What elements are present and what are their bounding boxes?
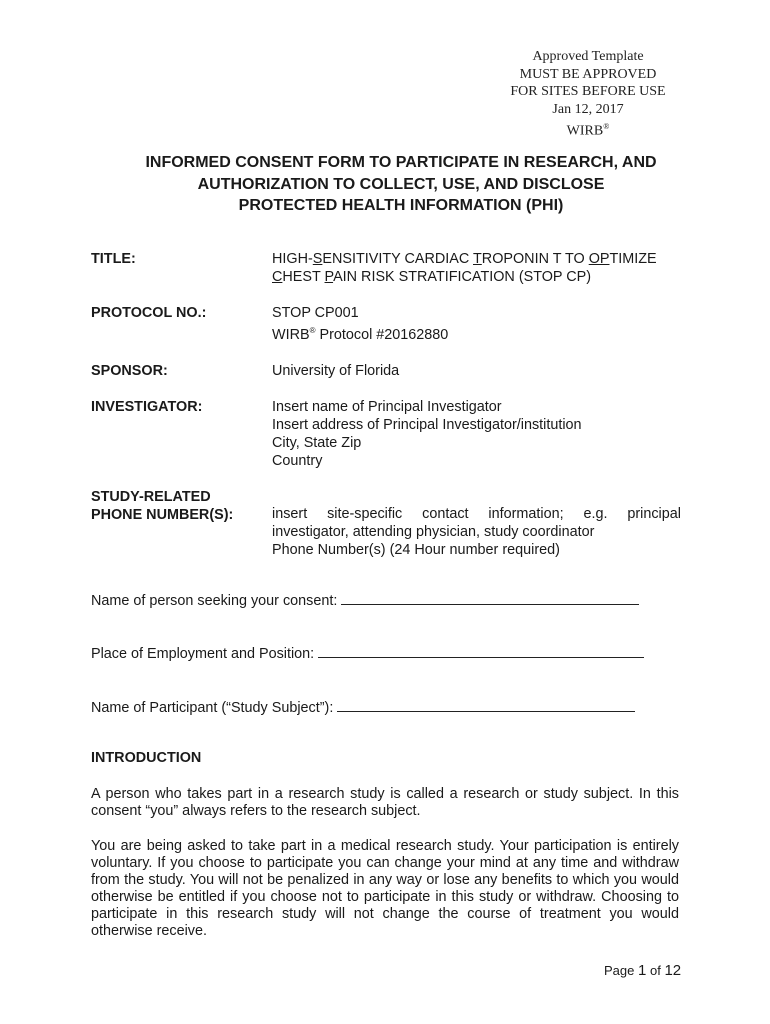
field-label: STUDY-RELATED PHONE NUMBER(S): <box>91 488 234 523</box>
approval-stamp <box>490 48 686 140</box>
study-title-value <box>272 250 681 286</box>
participant-line: Name of Participant (“Study Subject”): <box>91 697 635 716</box>
intro-paragraph: You are being asked to take part in a medical research study. Your participation is entirely voluntary. If you choose to participate you can change your mind at any time and withdraw from the study. You will not be penalized in any way or lose any benefits to which you would otherwise be entitled if you choose not to participate in this study or withdraw. Choosing to participate in this research study will not change the course of treatment you would otherwise receive. <box>91 838 679 939</box>
investigator-line: City, State Zip <box>272 434 362 451</box>
investigator-line: Insert address of Principal Investigator/institution <box>272 416 582 433</box>
consent-person-blank[interactable] <box>341 590 639 605</box>
investigator-line: Country <box>272 452 323 469</box>
phone-value <box>272 488 681 559</box>
field-label: TITLE: <box>91 251 136 267</box>
employment-blank[interactable] <box>318 643 644 658</box>
employment-line: Place of Employment and Position: <box>91 643 644 662</box>
introduction-heading: INTRODUCTION <box>91 750 202 766</box>
sponsor-value: University of Florida <box>272 362 400 379</box>
page-number: Page 1 of 12 <box>604 962 682 979</box>
document-title <box>80 152 722 217</box>
investigator-field <box>91 398 681 470</box>
title-line: AUTHORIZATION TO COLLECT, USE, AND DISCLOSE <box>197 175 605 193</box>
approval-line: FOR SITES BEFORE USE <box>510 84 666 99</box>
field-label: INVESTIGATOR: <box>91 398 203 415</box>
approval-line: MUST BE APPROVED <box>519 66 657 82</box>
intro-paragraph: A person who takes part in a research study is called a research or study subject. In this consent “you” always refers to the research subject. <box>91 786 679 819</box>
study-title-line: CHEST PAIN RISK STRATIFICATION (STOP CP) <box>272 269 592 285</box>
phone-line: Phone Number(s) (24 Hour number required) <box>272 541 560 558</box>
sponsor-field <box>91 362 681 380</box>
investigator-line: Insert name of Principal Investigator <box>272 398 502 415</box>
approval-org: WIRB® <box>566 122 610 139</box>
protocol-field <box>91 304 681 344</box>
consent-person-line: Name of person seeking your consent: <box>91 590 639 609</box>
study-title-line: HIGH-SENSITIVITY CARDIAC TROPONIN T TO OPTIMIZE <box>272 251 657 267</box>
phone-line: investigator, attending physician, study coordinator <box>272 523 595 540</box>
approval-line: Approved Template <box>532 49 644 64</box>
title-line: INFORMED CONSENT FORM TO PARTICIPATE IN RESEARCH, AND <box>145 154 657 171</box>
phone-field <box>91 488 681 559</box>
title-field <box>91 250 681 286</box>
field-label: PROTOCOL NO.: <box>91 305 207 321</box>
participant-blank[interactable] <box>337 697 635 712</box>
investigator-value <box>272 398 681 470</box>
protocol-number: STOP CP001 <box>272 305 359 321</box>
phone-line: insert site-specific contact information; e.g. principal <box>272 505 681 522</box>
field-label: SPONSOR: <box>91 362 168 379</box>
wirb-protocol: WIRB® Protocol #20162880 <box>272 326 449 343</box>
protocol-value <box>272 304 681 344</box>
approval-date: Jan 12, 2017 <box>552 101 624 117</box>
title-line: PROTECTED HEALTH INFORMATION (PHI) <box>238 197 564 214</box>
study-info-fields <box>91 250 681 577</box>
